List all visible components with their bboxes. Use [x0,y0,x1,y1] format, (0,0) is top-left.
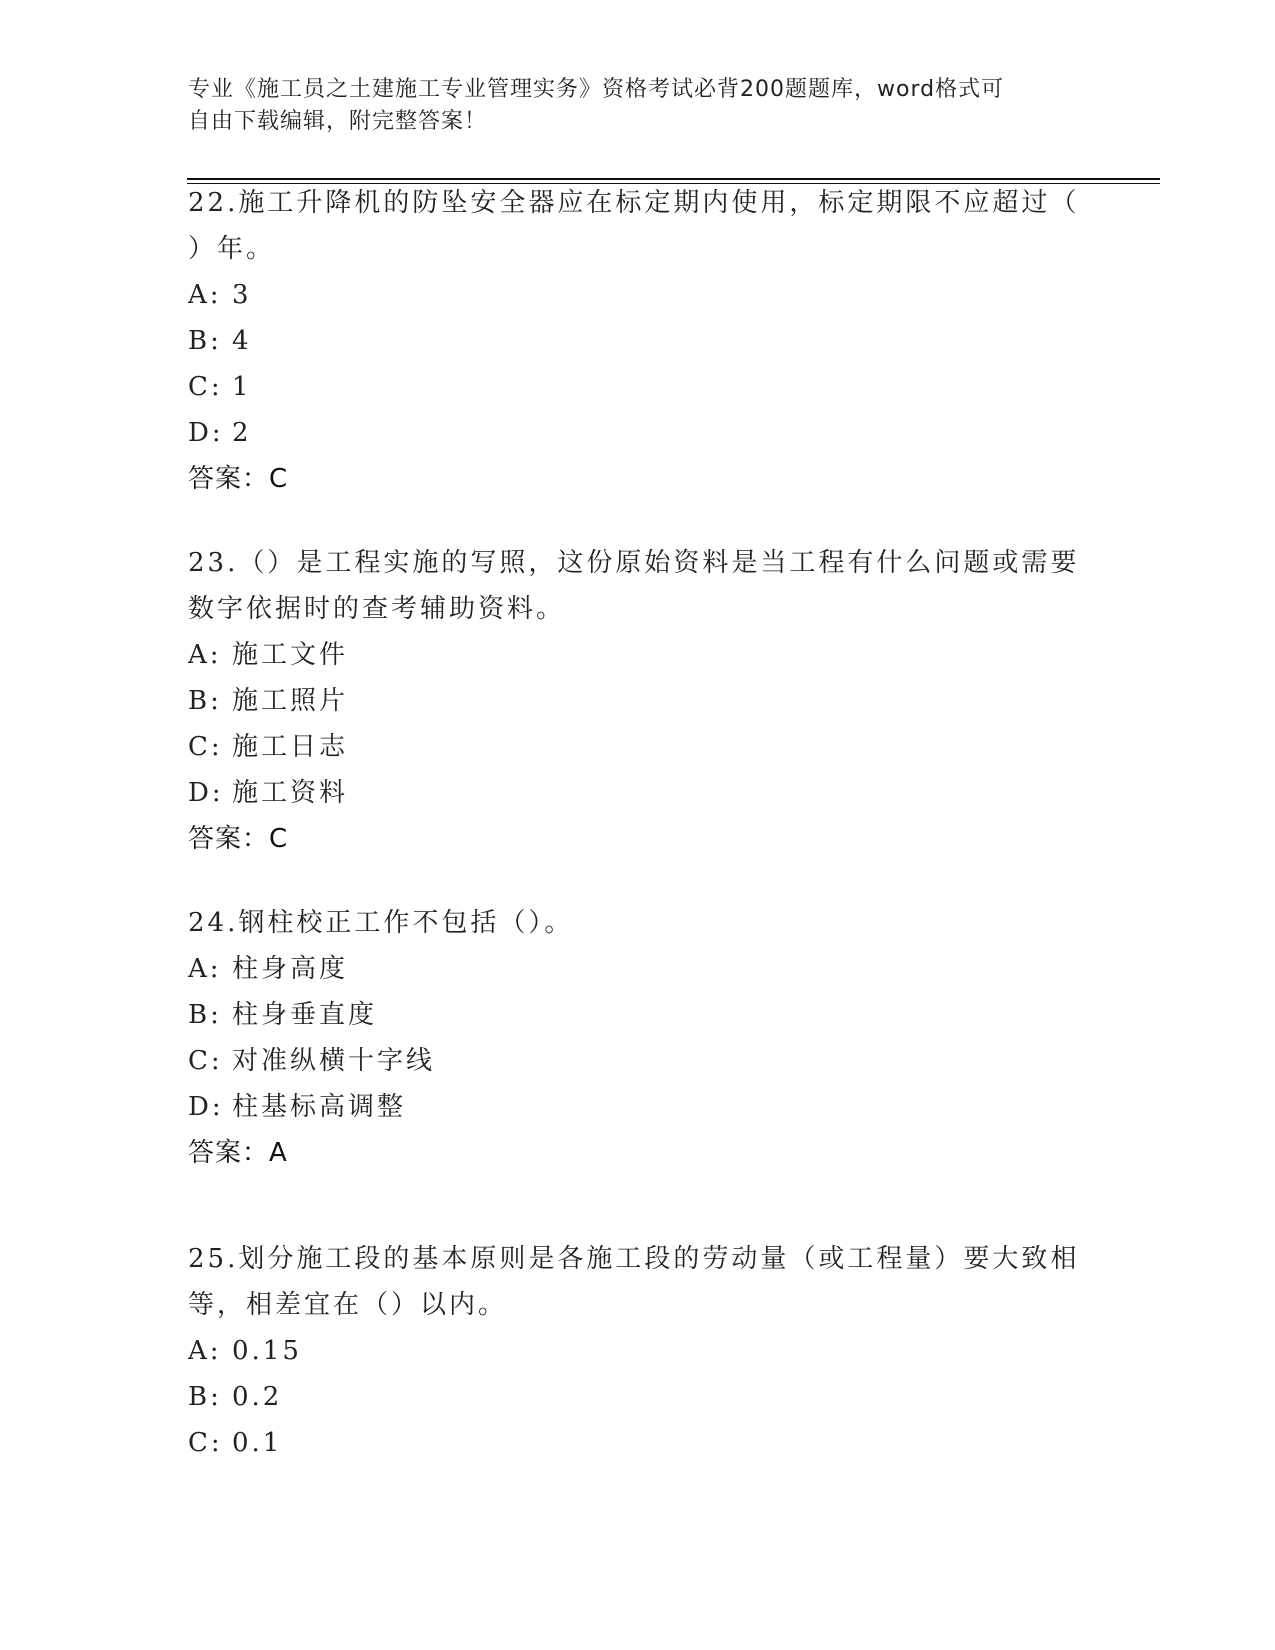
question-stem-line: 等，相差宜在（）以内。 [188,1290,508,1320]
option-b [188,992,1088,1038]
option-letter: A: [188,1336,222,1366]
header-line-1: 专业《施工员之土建施工专业管理实务》资格考试必背200题题库，word格式可 [188,77,1005,102]
question-stem-line: 24.钢柱校正工作不包括（）。 [188,908,574,938]
option-letter: C: [188,1046,223,1076]
question-25 [188,1236,1088,1466]
question-22 [188,180,1088,502]
question-stem-line: 22.施工升降机的防坠安全器应在标定期内使用，标定期限不应超过（ [188,188,1080,218]
option-a [188,1328,1088,1374]
option-letter: D: [188,1092,224,1122]
option-text: 施工日志 [232,732,349,762]
option-text: 1 [232,372,252,402]
option-text: 柱身高度 [232,954,349,984]
option-c [188,1420,1088,1466]
option-letter: C: [188,372,223,402]
option-letter: B: [188,1000,222,1030]
option-letter: B: [188,1382,222,1412]
option-d [188,1084,1088,1130]
option-text: 柱身垂直度 [232,1000,378,1030]
option-text: 0.15 [232,1336,302,1366]
option-text: 施工资料 [232,778,349,808]
option-text: 0.1 [232,1428,283,1458]
question-stem-line: 25.划分施工段的基本原则是各施工段的劳动量（或工程量）要大致相 [188,1244,1080,1274]
option-text: 4 [232,326,252,356]
option-letter: D: [188,418,224,448]
option-d [188,770,1088,816]
option-a [188,272,1088,318]
option-letter: A: [188,280,222,310]
option-letter: C: [188,1428,223,1458]
header-line-2: 自由下载编辑，附完整答案！ [188,109,488,134]
question-stem-line: 23.（）是工程实施的写照，这份原始资料是当工程有什么问题或需要 [188,548,1080,578]
option-letter: C: [188,732,223,762]
option-b [188,318,1088,364]
option-text: 施工文件 [232,640,349,670]
option-letter: A: [188,954,222,984]
answer-line: 答案：A [188,1138,288,1168]
option-text: 2 [232,418,252,448]
option-c [188,364,1088,410]
answer-line: 答案：C [188,824,289,854]
option-a [188,946,1088,992]
option-b [188,678,1088,724]
question-24 [188,900,1088,1176]
option-text: 0.2 [232,1382,283,1412]
option-text: 施工照片 [232,686,349,716]
question-stem-line: 数字依据时的查考辅助资料。 [188,594,566,624]
answer-line: 答案：C [188,464,289,494]
question-stem-line: ）年。 [188,234,276,264]
option-text: 3 [232,280,252,310]
option-a [188,632,1088,678]
option-letter: A: [188,640,222,670]
option-d [188,410,1088,456]
option-letter: B: [188,686,222,716]
option-c [188,724,1088,770]
option-text: 柱基标高调整 [232,1092,407,1122]
document-header [188,74,1088,138]
option-text: 对准纵横十字线 [232,1046,436,1076]
option-b [188,1374,1088,1420]
question-23 [188,540,1088,862]
option-letter: B: [188,326,222,356]
option-letter: D: [188,778,224,808]
option-c [188,1038,1088,1084]
